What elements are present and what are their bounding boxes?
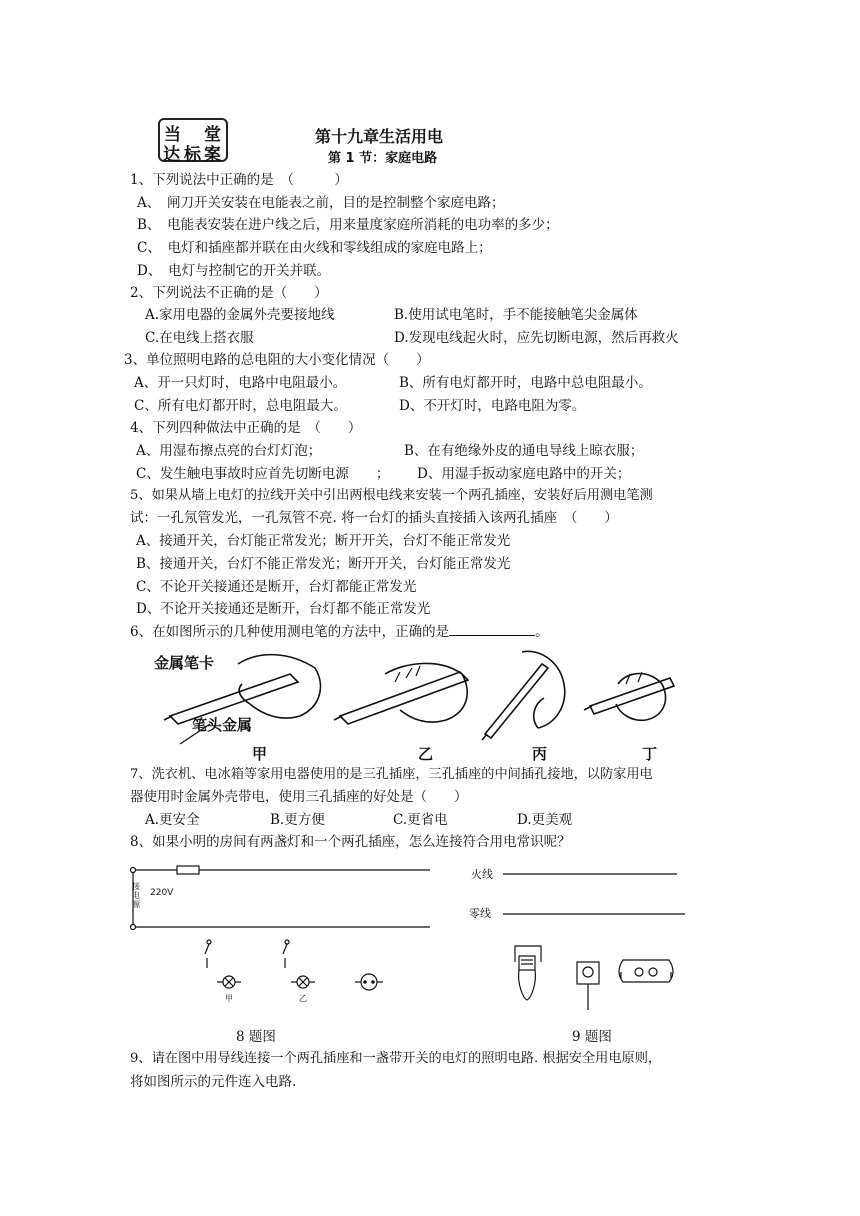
power-label-char: 接: [132, 882, 140, 891]
test-pen-figure: [150, 644, 695, 762]
figure-8-circuit: [125, 856, 435, 1016]
q1-option-c: C、 电灯和插座都并联在由火线和零线组成的家庭电路上；: [137, 240, 492, 256]
q4-option-a: A、用湿布擦点亮的台灯灯泡；: [136, 443, 322, 459]
figure-9-drawing: [465, 860, 690, 1015]
q4-stem: 4、下列四种做法中正确的是 （ ）: [130, 420, 362, 436]
logo-char: 堂: [204, 125, 221, 145]
neutral-wire-label: 零线: [469, 907, 491, 920]
q9-stem: 9、请在图中用导线连接一个两孔插座和一盏带开关的电灯的照明电路. 根据安全用电原则，: [130, 1051, 662, 1066]
q9-stem-continued: 将如图所示的元件连入电路.: [130, 1074, 297, 1090]
q5-option-d: D、不论开关接通还是断开，台灯都不能正常发光: [136, 601, 431, 617]
q3-option-b: B、所有电灯都开时，电路中总电阻最小。: [399, 375, 652, 391]
logo-char: 达: [163, 145, 180, 165]
q7-option-c: C.更省电: [393, 812, 448, 828]
q5-option-c: C、不论开关接通还是断开，台灯都能正常发光: [136, 579, 417, 595]
q3-option-a: A、开一只灯时，电路中电阻最小。: [134, 375, 347, 391]
q4-option-b: B、在有绝缘外皮的通电导线上晾衣服；: [404, 443, 644, 459]
pen-body-bing: [485, 664, 548, 738]
q1-option-b: B、 电能表安装在进户线之后，用来量度家庭所消耗的电功率的多少；: [137, 217, 559, 233]
lamp-yi-label: 乙: [299, 994, 307, 1003]
q6-line: [130, 621, 549, 642]
power-source-label: [132, 882, 142, 909]
q7-option-d: D.更美观: [517, 812, 573, 828]
q7-stem-continued: 器使用时金属外壳带电，使用三孔插座的好处是（ ）: [130, 789, 468, 805]
label-yi: 乙: [418, 745, 434, 763]
pen-tip-yi: [334, 716, 342, 720]
q2-stem: 2、下列说法不正确的是（ ）: [130, 285, 328, 301]
hand-jia: [238, 655, 320, 718]
power-label-char: 源: [132, 900, 140, 909]
q5-stem-continued: 试：一孔氖管发光，一孔氖管不亮. 将一台灯的插头直接插入该两孔插座 （ ）: [130, 510, 618, 526]
q7-stem: 7、洗衣机、电冰箱等家用电器使用的是三孔插座，三孔插座的中间插孔接地，以防家用电: [130, 767, 653, 782]
voltage-label: 220V: [150, 888, 174, 898]
figure-8-caption: 8 题图: [236, 1029, 276, 1045]
q2-option-b: B.使用试电笔时，手不能接触笔尖金属体: [394, 307, 638, 323]
label-bing: 丙: [532, 745, 548, 763]
figure-8-drawing: [125, 856, 435, 1016]
q3-stem: 3、单位照明电路的总电阻的大小变化情况（ ）: [124, 352, 430, 368]
lamp-jia-label: 甲: [225, 994, 233, 1003]
live-wire-label: 火线: [471, 868, 493, 881]
pen-tip-jia: [164, 716, 172, 720]
figure-9-caption: 9 题图: [572, 1029, 612, 1045]
q2-option-c: C.在电线上搭衣服: [145, 330, 254, 346]
label-tip-metal: 笔头金属: [192, 716, 253, 734]
logo-char: 标: [184, 145, 201, 165]
q6-end: 。: [535, 624, 549, 640]
q5-option-a: A、接通开关，台灯能正常发光；断开开关，台灯不能正常发光: [136, 533, 511, 549]
q7-option-a: A.更安全: [145, 812, 200, 828]
label-jia: 甲: [252, 745, 268, 763]
figure-9-circuit: [465, 860, 690, 1015]
q8-stem: 8、如果小明的房间有两盏灯和一个两孔插座，怎么连接符合用电常识呢？: [130, 834, 571, 850]
label-metal-cap: 金属笔卡: [154, 654, 215, 672]
bulb: [519, 970, 536, 1000]
hand-yi: [385, 663, 467, 722]
q5-stem: 5、如果从墙上电灯的拉线开关中引出两根电线来安装一个两孔插座，安装好后用测电笔测: [130, 488, 653, 503]
hand-bing: [522, 651, 565, 728]
logo-char: 当: [164, 125, 181, 145]
q7-option-b: B.更方便: [270, 812, 325, 828]
q6-stem: 6、在如图所示的几种使用测电笔的方法中，正确的是: [130, 624, 450, 640]
q5-option-b: B、接通开关，台灯不能正常发光；断开开关，台灯能正常发光: [136, 556, 511, 572]
q4-option-d: D、用湿手扳动家庭电路中的开关；: [417, 466, 631, 482]
pen-tip-bing: [482, 734, 487, 740]
dangtang-logo: [158, 118, 228, 165]
q3-option-c: C、所有电灯都开时，总电阻最大。: [134, 398, 347, 414]
q2-option-d: D.发现电线起火时，应先切断电源，然后再救火: [394, 330, 679, 346]
answer-blank[interactable]: [449, 621, 535, 636]
q1-stem: 1、下列说法中正确的是 （ ）: [130, 172, 348, 188]
logo-char: 案: [204, 145, 221, 165]
pen-body-yi: [340, 672, 468, 724]
q2-option-a: A.家用电器的金属外壳要接地线: [145, 307, 335, 323]
label-ding: 丁: [642, 745, 658, 763]
power-label-char: 电: [132, 891, 140, 900]
q3-option-d: D、不开灯时，电路电阻为零。: [399, 398, 586, 414]
q4-option-c: C、发生触电事故时应首先切断电源 ；: [136, 466, 390, 482]
section-subtitle: 第 1 节：家庭电路: [328, 151, 438, 166]
q1-option-a: A、 闸刀开关安装在电能表之前，目的是控制整个家庭电路；: [137, 195, 505, 211]
chapter-title: 第十九章生活用电: [315, 127, 444, 146]
q1-option-d: D、 电灯与控制它的开关并联。: [137, 263, 331, 279]
